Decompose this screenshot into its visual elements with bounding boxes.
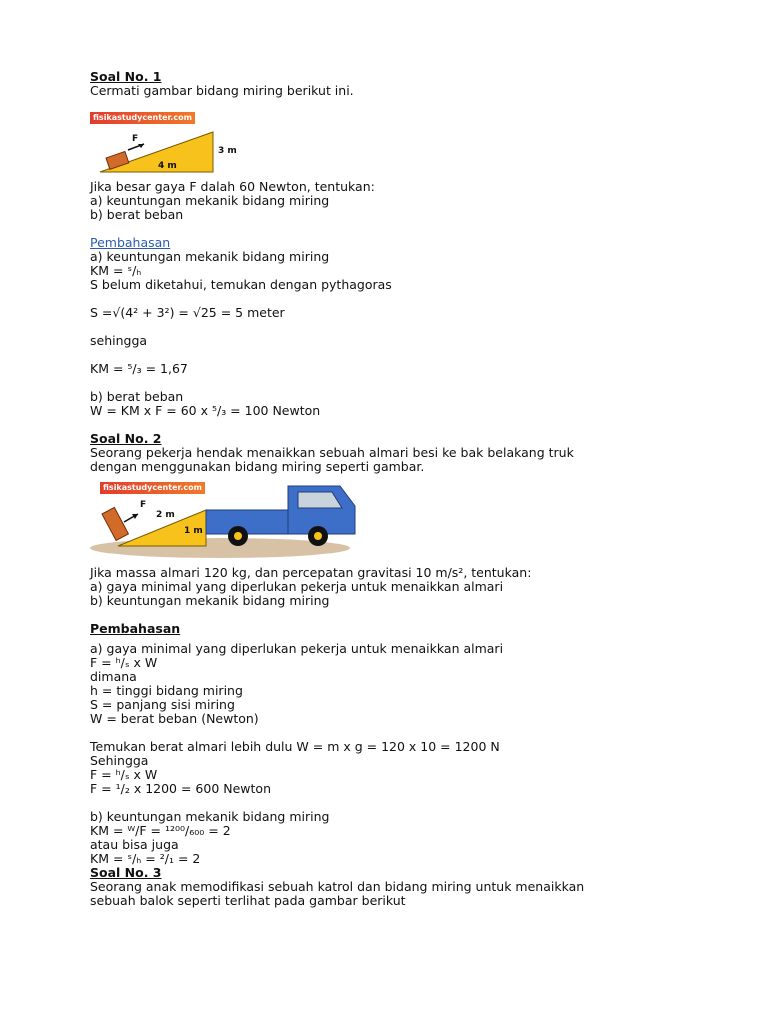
watermark-label: fisikastudycenter.com bbox=[90, 112, 195, 124]
document-page bbox=[90, 70, 690, 908]
pembahasan2-line: dimana bbox=[90, 669, 137, 684]
pembahasan1-line: b) berat beban bbox=[90, 389, 184, 404]
height-label: 1 m bbox=[184, 526, 203, 536]
incline-figure-1 bbox=[90, 112, 250, 174]
pembahasan1-line: S belum diketahui, temukan dengan pythagoras bbox=[90, 277, 392, 292]
pembahasan2-line: KM = ˢ/ₕ = ²/₁ = 2 bbox=[90, 851, 201, 866]
pembahasan2-line: F = ʰ/ₛ x W bbox=[90, 767, 158, 782]
pembahasan1-line: a) keuntungan mekanik bidang miring bbox=[90, 249, 330, 264]
soal1-title: Soal No. 1 bbox=[90, 69, 162, 84]
sehingga-text: sehingga bbox=[90, 333, 148, 348]
slope-label: 2 m bbox=[156, 510, 175, 520]
pembahasan2-line: h = tinggi bidang miring bbox=[90, 683, 243, 698]
pembahasan2-line: a) gaya minimal yang diperlukan pekerja untuk menaikkan almari bbox=[90, 641, 504, 656]
soal3-title: Soal No. 3 bbox=[90, 865, 162, 880]
height-label: 3 m bbox=[218, 146, 237, 156]
pembahasan2-title: Pembahasan bbox=[90, 621, 181, 636]
soal1-option-a: a) keuntungan mekanik bidang miring bbox=[90, 193, 330, 208]
pembahasan1-line: KM = ˢ/ₕ bbox=[90, 263, 142, 278]
soal2-title: Soal No. 2 bbox=[90, 431, 162, 446]
soal2-question: b) keuntungan mekanik bidang miring bbox=[90, 593, 330, 608]
soal1-intro: Cermati gambar bidang miring berikut ini. bbox=[90, 83, 354, 98]
soal2-intro: dengan menggunakan bidang miring seperti gambar. bbox=[90, 459, 425, 474]
base-label: 4 m bbox=[158, 161, 177, 171]
soal2-question: a) gaya minimal yang diperlukan pekerja untuk menaikkan almari bbox=[90, 579, 504, 594]
pembahasan2-line: F = ¹/₂ x 1200 = 600 Newton bbox=[90, 781, 271, 796]
soal1-option-b: b) berat beban bbox=[90, 207, 184, 222]
pembahasan2-line: S = panjang sisi miring bbox=[90, 697, 235, 712]
pythagoras-equation: S =√(4² + 3²) = √25 = 5 meter bbox=[90, 305, 285, 320]
force-label: F bbox=[132, 134, 139, 144]
watermark-label: fisikastudycenter.com bbox=[100, 482, 205, 494]
almari-block bbox=[102, 507, 128, 540]
pembahasan1-line: W = KM x F = 60 x ⁵/₃ = 100 Newton bbox=[90, 403, 321, 418]
soal2-question: Jika massa almari 120 kg, dan percepatan gravitasi 10 m/s², tentukan: bbox=[90, 565, 532, 580]
pembahasan2-line: Sehingga bbox=[90, 753, 149, 768]
pembahasan1-link[interactable]: Pembahasan bbox=[90, 235, 171, 250]
pembahasan2-line: F = ʰ/ₛ x W bbox=[90, 655, 158, 670]
km-result: KM = ⁵/₃ = 1,67 bbox=[90, 361, 188, 376]
truck-incline-figure bbox=[90, 482, 360, 560]
pembahasan2-line: Temukan berat almari lebih dulu W = m x g = 120 x 10 = 1200 N bbox=[90, 739, 500, 754]
pembahasan2-line: W = berat beban (Newton) bbox=[90, 711, 259, 726]
soal1-question: Jika besar gaya F dalah 60 Newton, tentukan: bbox=[90, 179, 375, 194]
pembahasan2-line: b) keuntungan mekanik bidang miring bbox=[90, 809, 330, 824]
soal3-intro: sebuah balok seperti terlihat pada gambar berikut bbox=[90, 893, 406, 908]
pembahasan2-line: KM = ᵂ/F = ¹²⁰⁰/₆₀₀ = 2 bbox=[90, 823, 231, 838]
soal3-intro: Seorang anak memodifikasi sebuah katrol dan bidang miring untuk menaikkan bbox=[90, 879, 585, 894]
soal2-intro: Seorang pekerja hendak menaikkan sebuah almari besi ke bak belakang truk bbox=[90, 445, 574, 460]
pembahasan2-line: atau bisa juga bbox=[90, 837, 179, 852]
force-label: F bbox=[140, 500, 147, 510]
